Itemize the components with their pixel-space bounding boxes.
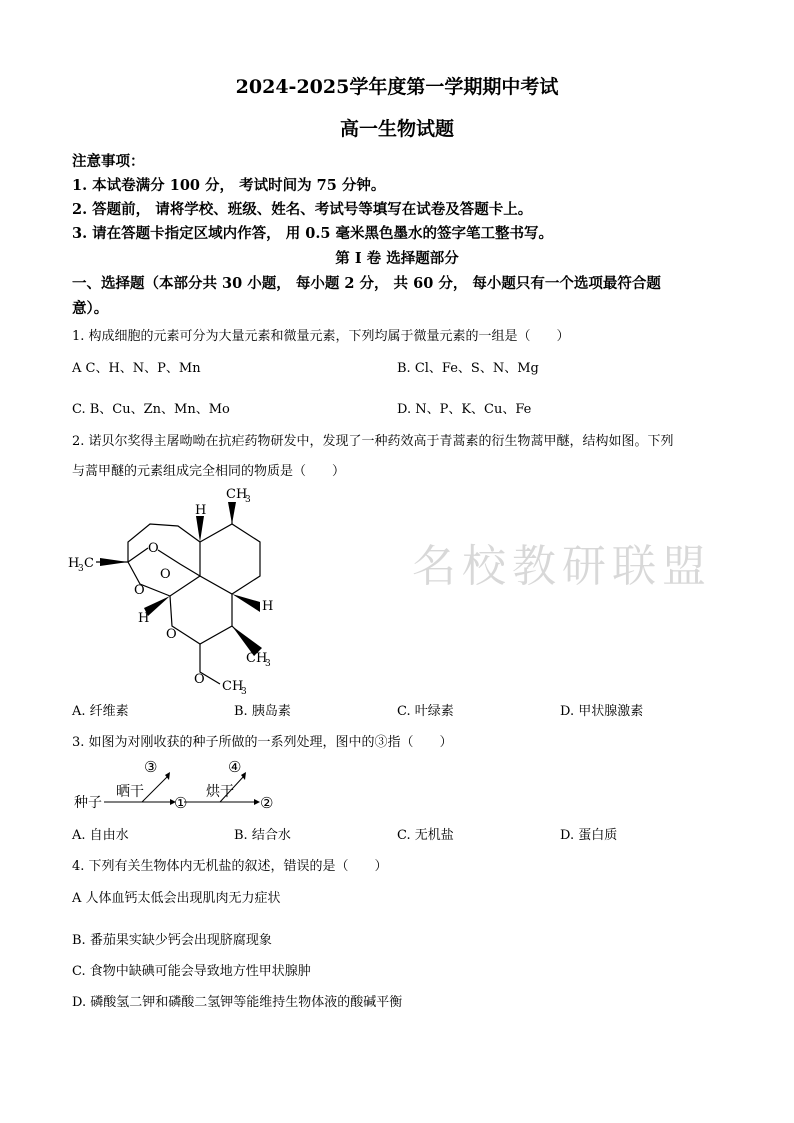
exam-subtitle: 高一生物试题 [339,118,454,140]
watermark: 名校教研联盟 [412,541,712,592]
fig2-label-ch3-top-sub: 3 [245,495,251,505]
fig3-label-oven-dry: 烘干 [206,784,234,800]
fig3-label-4: ④ [228,758,242,776]
question-1-option-b: B. Cl、Fe、S、N、Mg [397,361,539,376]
section-instruction-line2: 意）。 [72,300,109,317]
fig2-label-o-peroxide-2: O [160,567,171,582]
question-3-option-b: B. 结合水 [234,828,291,843]
fig2-label-o-peroxide-1: O [148,541,159,556]
notes-heading: 注意事项： [72,153,145,170]
note-item-2: 2. 答题前， 请将学校、班级、姓名、考试号等填写在试卷及答题卡上。 [72,201,533,218]
question-1-stem: 1. 构成细胞的元素可分为大量元素和微量元素，下列均属于微量元素的一组是（ ） [72,329,570,344]
fig3-label-1: ① [174,794,188,812]
section-title: 第 I 卷 选择题部分 [335,250,459,267]
artemether-structure-figure [60,480,290,695]
question-2-option-d: D. 甲状腺激素 [560,704,644,719]
fig2-label-o-ring: O [134,583,145,598]
fig2-label-ch3-methoxy-sub: 3 [241,687,247,695]
question-4-option-c: C. 食物中缺碘可能会导致地方性甲状腺肿 [72,964,311,979]
fig2-label-o-lower: O [166,627,177,642]
question-4-option-d: D. 磷酸氢二钾和磷酸二氢钾等能维持生物体液的酸碱平衡 [72,995,403,1010]
exam-title: 2024-2025学年度第一学期期中考试 [235,76,559,98]
fig2-label-h3c-3: 3 [78,564,84,574]
question-3-option-a: A. 自由水 [72,828,129,843]
fig2-label-h3c-h: H [68,556,80,571]
question-1-option-d: D. N、P、K、Cu、Fe [397,402,532,417]
fig2-label-ch3-methoxy: CH [222,679,244,694]
fig2-label-h-left: H [138,611,150,626]
question-3-option-c: C. 无机盐 [397,828,454,843]
question-2-option-b: B. 胰岛素 [234,704,291,719]
fig3-label-sun-dry: 晒干 [116,784,144,800]
question-1-option-a: A C、H、N、P、Mn [72,361,201,376]
section-instruction-line1: 一、选择题（本部分共 30 小题， 每小题 2 分， 共 60 分， 每小题只有一个选项最符合题 [72,275,661,292]
fig2-label-h-right: H [262,599,274,614]
fig3-label-seed: 种子 [74,795,102,811]
question-2-stem-line1: 2. 诺贝尔奖得主屠呦呦在抗疟药物研发中，发现了一种药效高于青蒿素的衍生物蒿甲醚，结构如图。下列 [72,434,674,449]
fig2-label-ch3-lower: CH [246,651,268,666]
fig2-label-h3c-c: C [84,556,94,571]
question-3-stem: 3. 如图为对刚收获的种子所做的一系列处理，图中的③指（ ） [72,735,453,750]
fig2-label-ch3-lower-sub: 3 [265,659,271,669]
fig3-label-3: ③ [144,758,158,776]
note-item-3: 3. 请在答题卡指定区域内作答， 用 0.5 毫米黑色墨水的签字笔工整书写。 [72,225,554,242]
note-item-1: 1. 本试卷满分 100 分， 考试时间为 75 分钟。 [72,177,386,194]
question-4-option-b: B. 番茄果实缺少钙会出现脐腐现象 [72,933,272,948]
seed-treatment-flow-figure [72,756,292,816]
fig3-label-2: ② [260,794,274,812]
fig2-label-o-methoxy: O [194,672,205,687]
fig2-label-ch3-top: CH [226,487,248,502]
question-4-stem: 4. 下列有关生物体内无机盐的叙述，错误的是（ ） [72,859,388,874]
question-1-option-c: C. B、Cu、Zn、Mn、Mo [72,402,230,417]
question-2-stem-line2: 与蒿甲醚的元素组成完全相同的物质是（ ） [72,464,346,479]
question-2-option-a: A. 纤维素 [72,704,129,719]
fig2-label-h-top: H [195,503,207,518]
question-4-option-a: A 人体血钙太低会出现肌肉无力症状 [72,891,281,906]
question-2-option-c: C. 叶绿素 [397,704,454,719]
question-3-option-d: D. 蛋白质 [560,828,618,843]
